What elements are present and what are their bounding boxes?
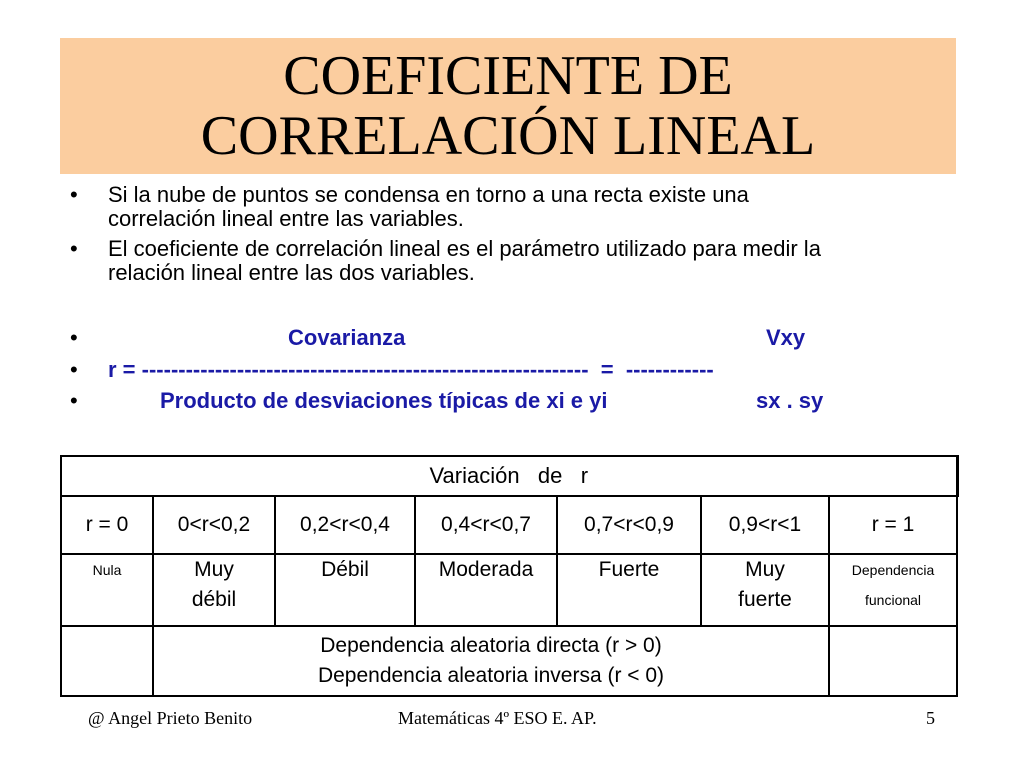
vxy-label: Vxy	[766, 325, 806, 350]
bullet-text-line: El coeficiente de correlación lineal es el parámetro utilizado para medir la	[108, 236, 821, 261]
bullet-text-line: Si la nube de puntos se condensa en torno a una recta existe una	[108, 182, 749, 207]
sxsy-label: sx . sy	[756, 388, 824, 413]
range-cell: r = 0	[61, 496, 153, 554]
desc-cell	[153, 554, 275, 626]
footer-course: Matemáticas 4º ESO E. AP.	[398, 708, 597, 728]
range-cell: r = 1	[829, 496, 957, 554]
table-row	[61, 496, 957, 554]
producto-label: Producto de desviaciones típicas de xi e yi	[160, 388, 608, 413]
empty-cell	[829, 626, 957, 696]
dependence-directa: Dependencia aleatoria directa (r > 0)	[320, 634, 662, 657]
bullet-symbol: •	[70, 182, 78, 207]
formula-text: r = ------------------------------------------------------------- = ------------	[108, 357, 714, 382]
dependence-inversa: Dependencia aleatoria inversa (r < 0)	[317, 664, 665, 687]
bullet-text	[108, 237, 958, 285]
bullet-text	[108, 183, 958, 231]
desc-text: débil	[191, 588, 237, 611]
desc-cell	[829, 554, 957, 626]
footer-author: @ Angel Prieto Benito	[88, 708, 253, 728]
slide-title	[60, 38, 956, 174]
table-header-row	[61, 456, 957, 496]
dependence-cell	[153, 626, 829, 696]
table-header-text: Variación de r	[429, 463, 589, 488]
range-cell: 0,9<r<1	[701, 496, 829, 554]
title-line-2: CORRELACIÓN LINEAL	[200, 105, 816, 167]
bullet-symbol: •	[70, 325, 78, 350]
covarianza-label: Covarianza	[288, 325, 406, 350]
desc-text: Dependencia	[851, 562, 935, 578]
table-header	[61, 456, 957, 496]
bullet-text-line: relación lineal entre las dos variables.	[108, 260, 475, 285]
desc-nula: Nula	[92, 562, 122, 578]
desc-cell	[701, 554, 829, 626]
bullet-symbol: •	[70, 357, 78, 382]
bullet-symbol: •	[70, 388, 78, 413]
table-row	[61, 626, 957, 696]
bullet-symbol: •	[70, 236, 78, 261]
range-cell: 0,7<r<0,9	[557, 496, 701, 554]
range-cell: 0,4<r<0,7	[415, 496, 557, 554]
table-row	[61, 554, 957, 626]
desc-text: funcional	[865, 592, 922, 608]
desc-cell: Débil	[275, 554, 415, 626]
empty-cell	[61, 626, 153, 696]
desc-cell	[61, 554, 153, 626]
page-number: 5	[926, 708, 935, 728]
desc-cell: Moderada	[415, 554, 557, 626]
desc-text: Muy	[745, 558, 785, 581]
range-cell: 0,2<r<0,4	[275, 496, 415, 554]
title-line-1: COEFICIENTE DE	[283, 45, 733, 107]
desc-cell: Fuerte	[557, 554, 701, 626]
desc-text: fuerte	[738, 588, 792, 611]
variation-table	[60, 455, 959, 697]
range-cell: 0<r<0,2	[153, 496, 275, 554]
desc-text: Muy	[194, 558, 234, 581]
bullet-text-line: correlación lineal entre las variables.	[108, 206, 464, 231]
